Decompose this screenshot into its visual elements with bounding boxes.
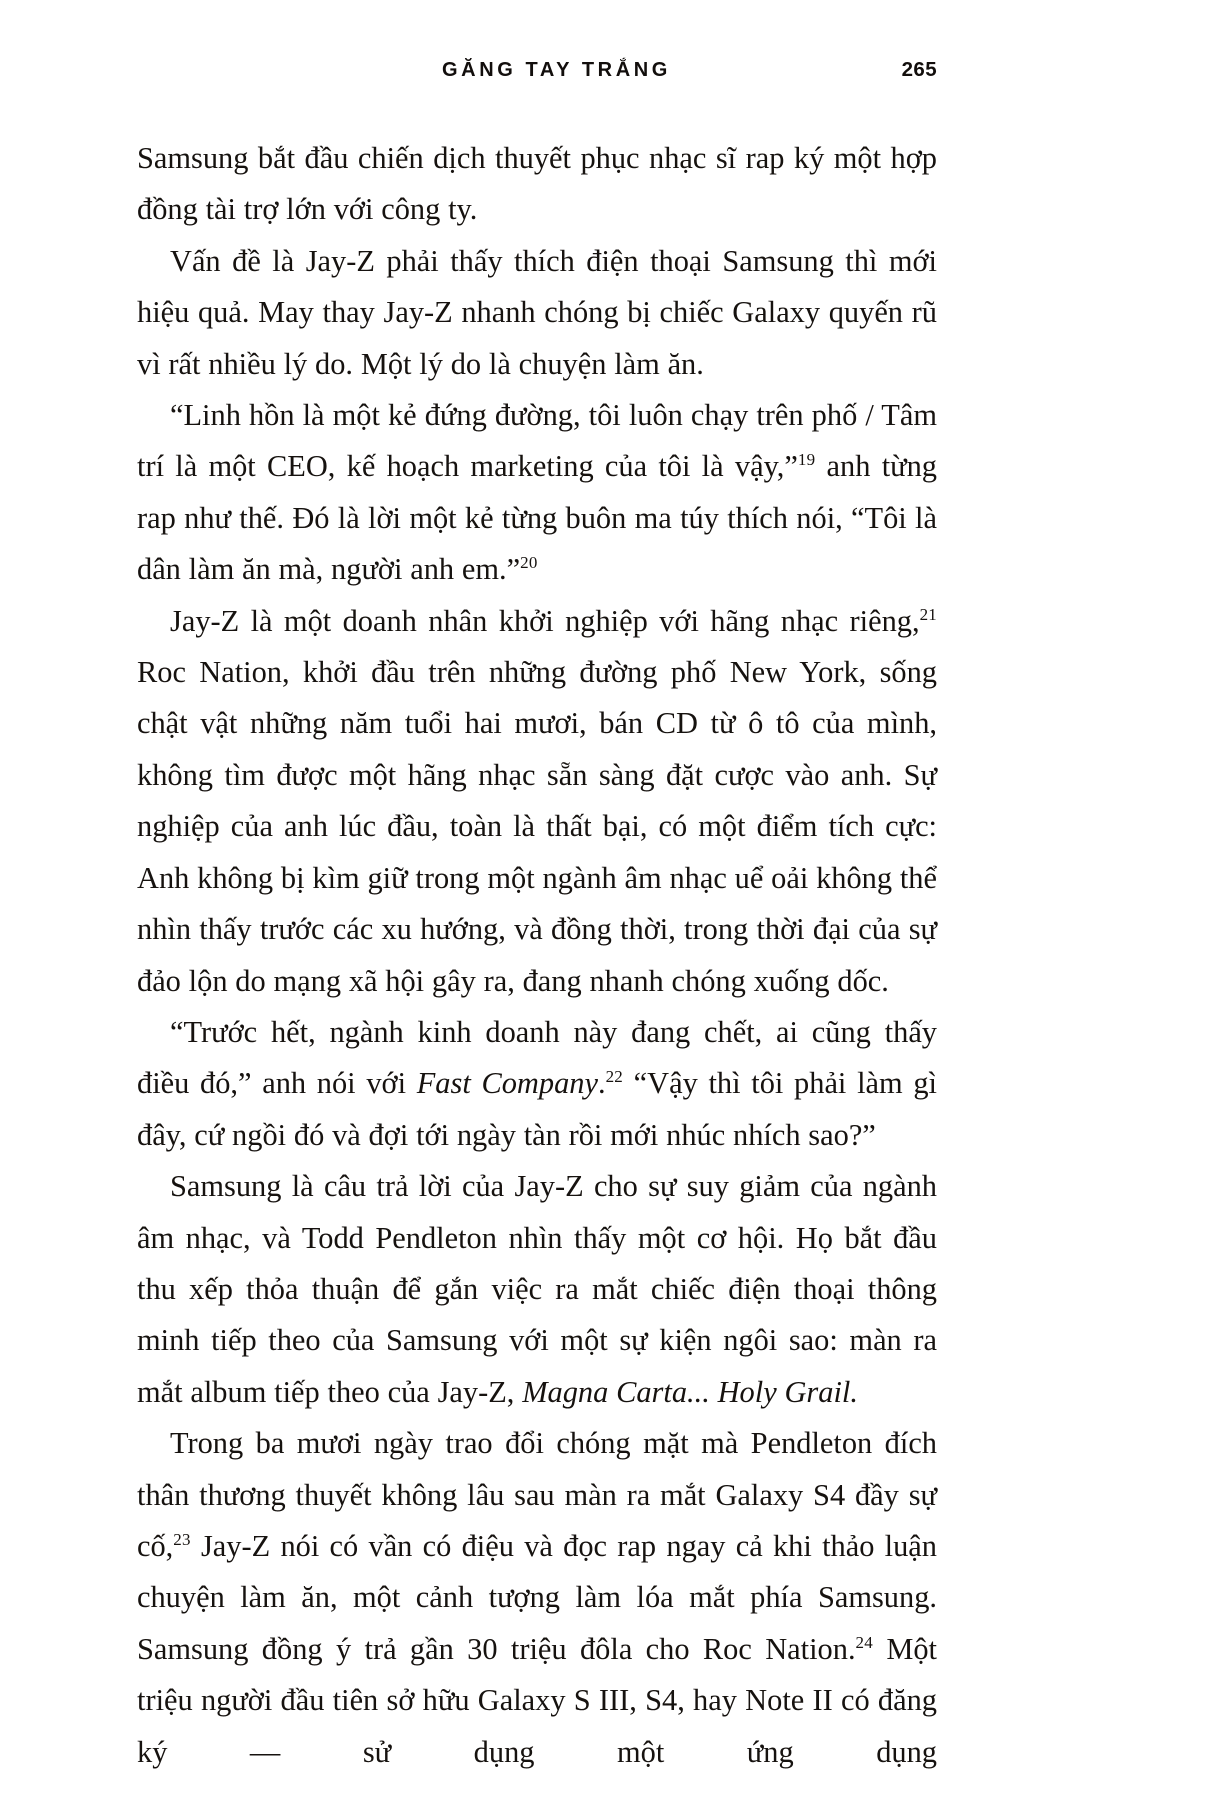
running-head	[137, 58, 937, 98]
text-run: Samsung là câu trả lời của Jay-Z cho sự suy giảm của ngành âm nhạc, và Todd Pendleton nhìn thấy một cơ hội. Họ bắt đầu thu xếp thỏa thuận để gắn việc ra mắt chiếc điện thoại thông minh tiếp theo của Samsung với một sự kiện ngôi sao: màn ra mắt album tiếp theo của Jay-Z,	[137, 1169, 937, 1409]
text-run: Roc Nation, khởi đầu trên những đường phố New York, sống chật vật những năm tuổi hai mươi, bán CD từ ô tô của mình, không tìm được một hãng nhạc sẵn sàng đặt cược vào anh. Sự nghiệp của anh lúc đầu, toàn là thất bại, có một điểm tích cực: Anh không bị kìm giữ trong một ngành âm nhạc uể oải không thể nhìn thấy trước các xu hướng, và đồng thời, trong thời đại của sự đảo lộn do mạng xã hội gây ra, đang nhanh chóng xuống dốc.	[137, 655, 937, 998]
footnote-marker[interactable]: 21	[919, 604, 937, 624]
text-run: “Vậy thì tôi phải làm gì đây, cứ ngồi đó và đợi tới ngày tàn rồi mới nhúc nhích sao?”	[137, 1066, 937, 1152]
paragraph	[137, 1007, 937, 1161]
footnote-marker[interactable]: 22	[605, 1067, 623, 1087]
footnote-marker[interactable]: 23	[173, 1529, 191, 1549]
text-run: Vấn đề là Jay-Z phải thấy thích điện thoại Samsung thì mới hiệu quả. May thay Jay-Z nhanh chóng bị chiếc Galaxy quyến rũ vì rất nhiều lý do. Một lý do là chuyện làm ăn.	[137, 243, 937, 381]
italic-title: Fast Company	[416, 1066, 598, 1101]
paragraph	[137, 390, 937, 596]
text-run: Jay-Z nói có vần có điệu và đọc rap ngay cả khi thảo luận chuyện làm ăn, một cảnh tượng làm lóa mắt phía Samsung. Samsung đồng ý trả gần 30 triệu đôla cho Roc Nation.	[137, 1528, 937, 1666]
text-run: “Trước hết, ngành kinh doanh này đang chết, ai cũng thấy điều đó,” anh nói với	[137, 1014, 937, 1101]
paragraph	[137, 133, 937, 236]
page-number: 265	[901, 58, 937, 81]
text-run: Trong ba mươi ngày trao đổi chóng mặt mà Pendleton đích thân thương thuyết không lâu sau màn ra mắt Galaxy S4 đầy sự cố,	[137, 1426, 937, 1563]
footnote-marker[interactable]: 24	[855, 1632, 873, 1652]
text-run: “Linh hồn là một kẻ đứng đường, tôi luôn chạy trên phố / Tâm trí là một CEO, kế hoạch marketing của tôi là vậy,”	[137, 398, 937, 484]
italic-title: Magna Carta... Holy Grail.	[522, 1374, 858, 1409]
footnote-marker[interactable]: 20	[520, 553, 538, 573]
text-run: Một triệu người đầu tiên sở hữu Galaxy S III, S4, hay Note II có đăng ký — sử dụng một ứng dụng	[137, 1631, 937, 1769]
paragraph	[137, 596, 937, 1007]
text-run: Samsung bắt đầu chiến dịch thuyết phục nhạc sĩ rap ký một hợp đồng tài trợ lớn với công ty.	[137, 141, 937, 227]
text-run: .	[597, 1066, 606, 1101]
body-text	[137, 133, 937, 1778]
text-run: Jay-Z là một doanh nhân khởi nghiệp với hãng nhạc riêng,	[170, 603, 920, 638]
text-run: anh từng rap như thế. Đó là lời một kẻ từng buôn ma túy thích nói, “Tôi là dân làm ăn mà, người anh em.”	[137, 449, 937, 587]
running-head-title: GĂNG TAY TRẮNG	[442, 59, 671, 81]
paragraph	[137, 1418, 937, 1778]
paragraph	[137, 236, 937, 390]
footnote-marker[interactable]: 19	[797, 450, 816, 470]
paragraph	[137, 1161, 937, 1418]
